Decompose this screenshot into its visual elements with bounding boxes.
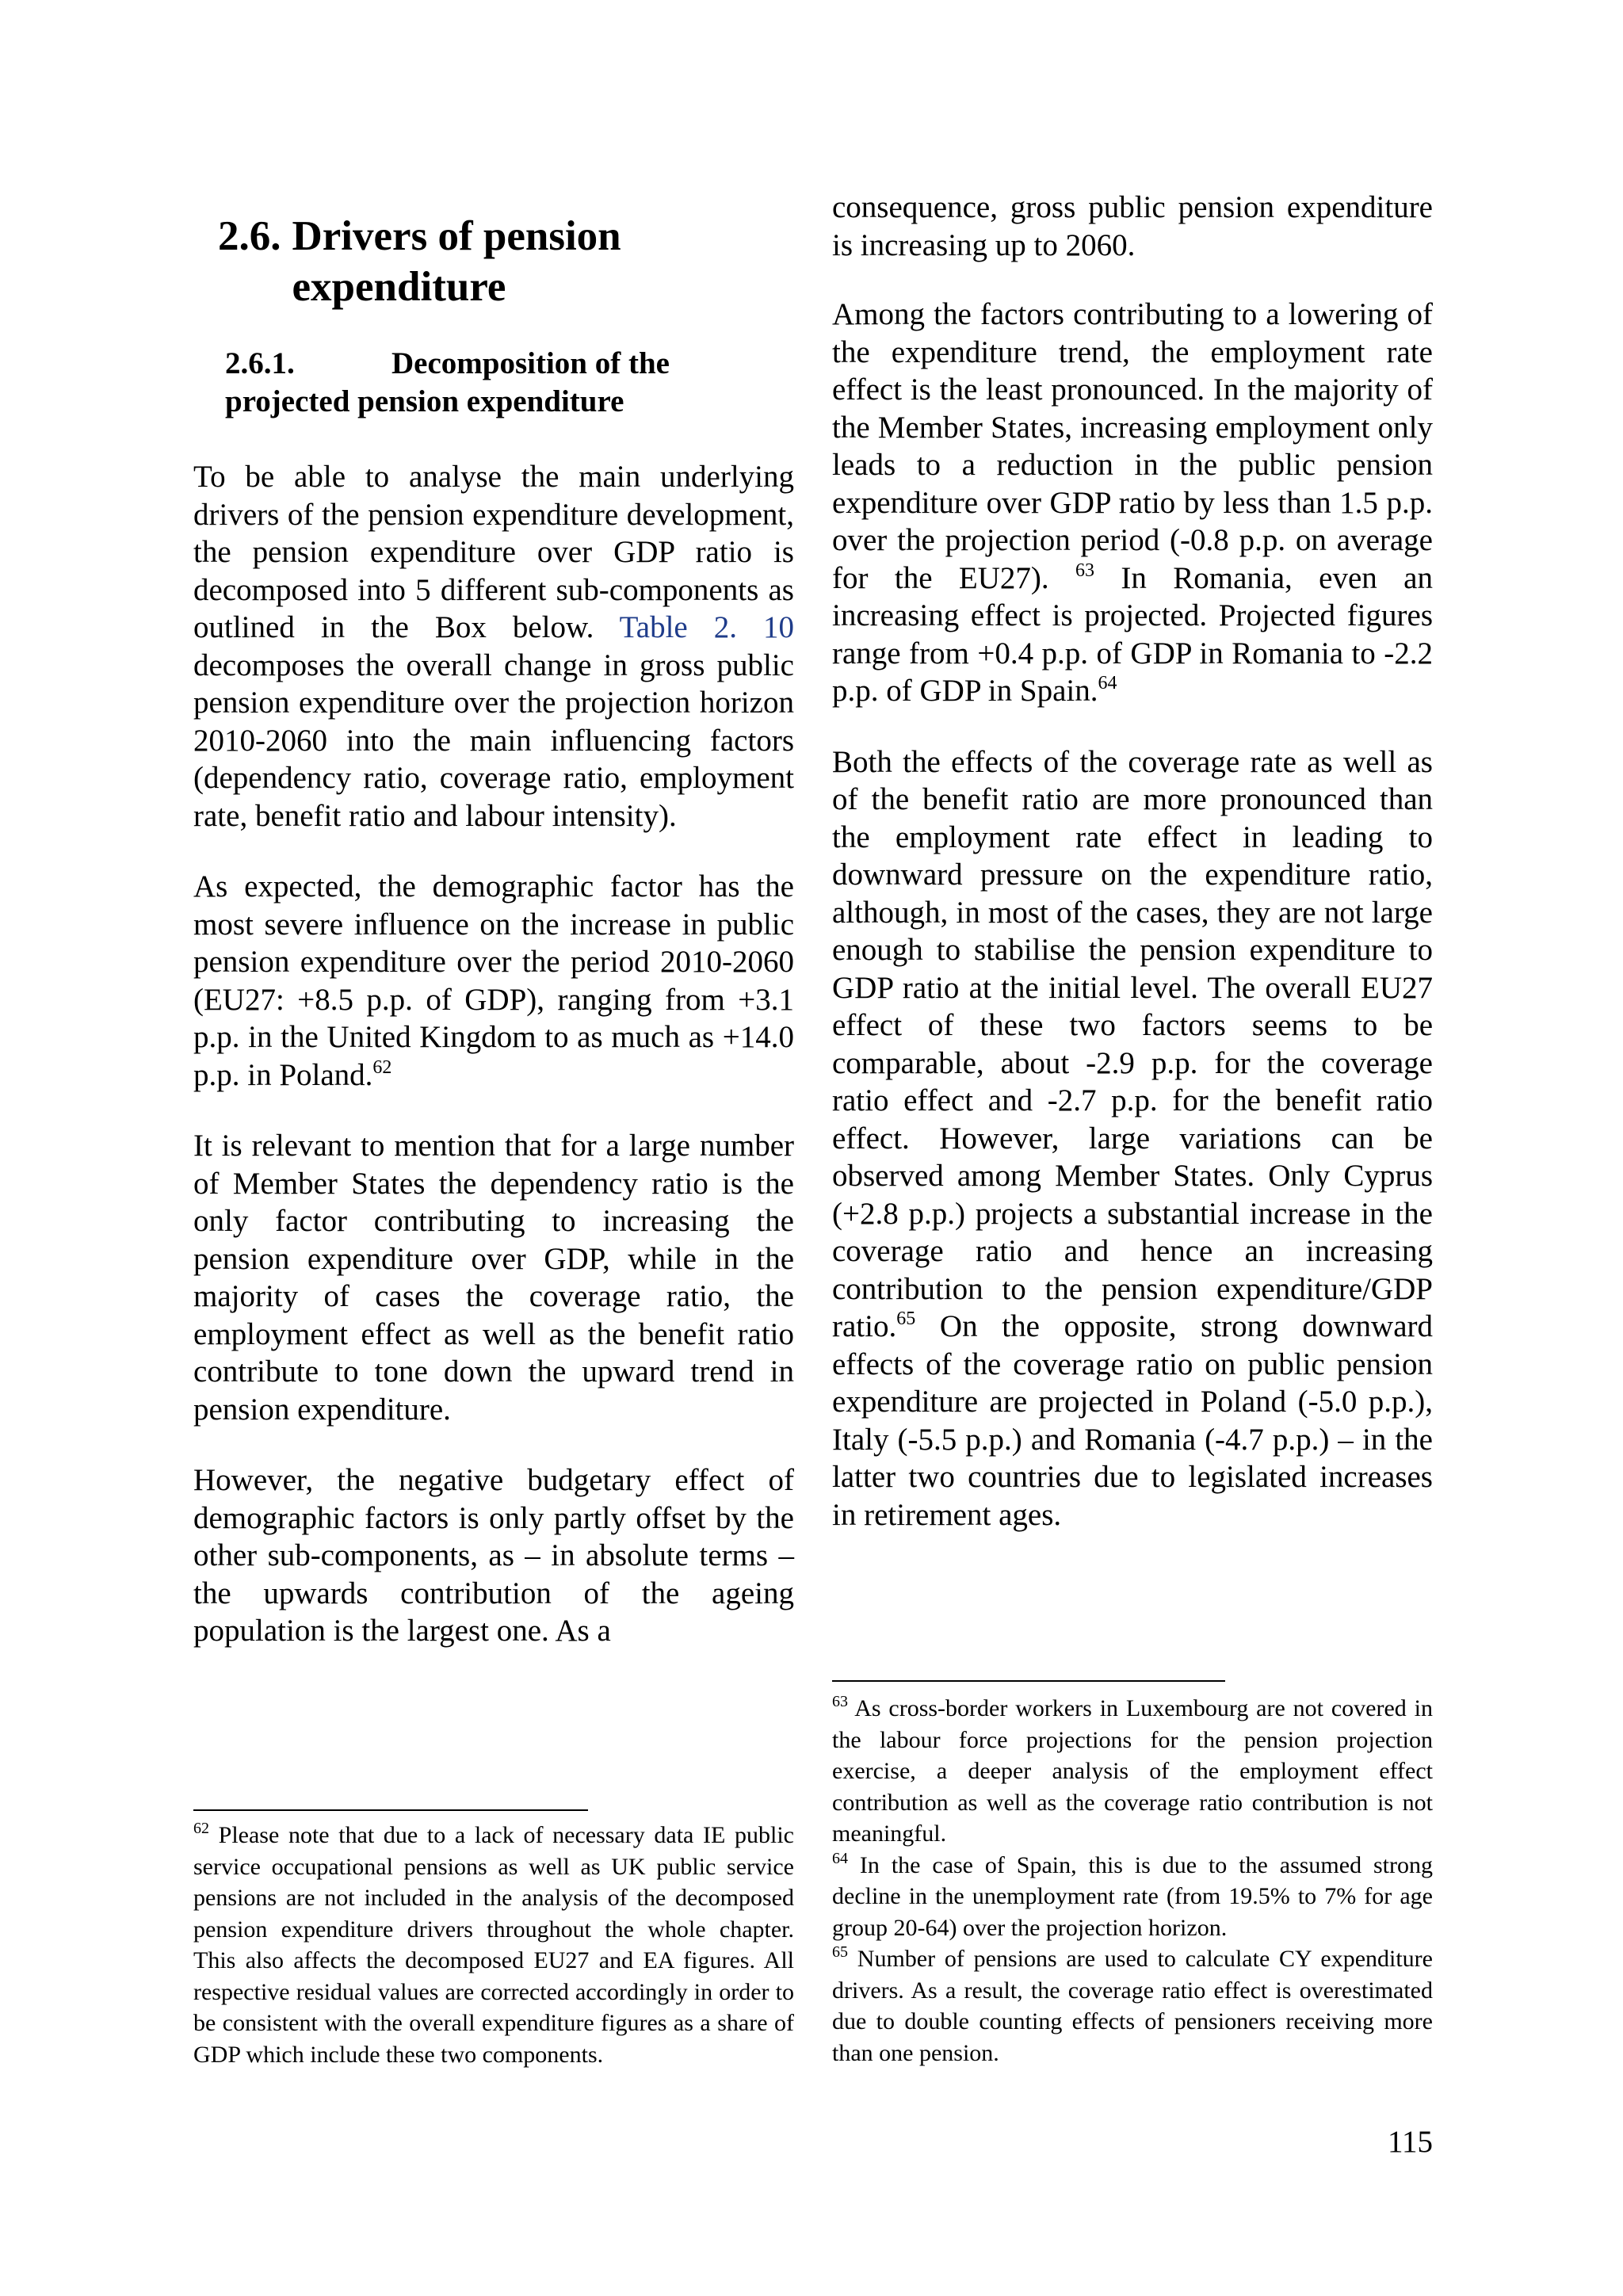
table-link[interactable]: Table 2. 10 <box>619 610 794 644</box>
subsection-title-line1: Decomposition of the <box>391 346 670 380</box>
subsection-title-line2: projected pension expenditure <box>225 384 624 418</box>
footnotes-left <box>193 1820 794 2070</box>
footnote-65: $^{65}$ Number of pensions are used to calculate CY expenditure drivers. As a result, the coverage ratio effect is overestimated due to double counting effects of pensioners receiving more than one pension. <box>832 1943 1433 2066</box>
left-column <box>193 458 794 1683</box>
footnote-ref-65[interactable]: 65 <box>896 1308 916 1329</box>
footnote-ref-64[interactable]: 64 <box>1098 673 1117 693</box>
right-column <box>832 189 1433 1567</box>
footnote-63: $^{63}$ As cross-border workers in Luxembourg are not covered in the labour force projections for the pension projection exercise, a deeper analysis of the employment effect contribution as well as the coverage ratio contribution is not meaningful. <box>832 1693 1433 1847</box>
subsection-number: 2.6.1. <box>225 346 295 380</box>
subsection-heading <box>225 345 701 420</box>
footnote-ref-63[interactable]: 63 <box>1075 560 1094 581</box>
page-number: 115 <box>1387 2125 1433 2159</box>
paragraph-2: As expected, the demographic factor has the most severe influence on the increase in public pension expenditure over the period 2010-2060 (EU27: +8.5 p.p. of GDP), ranging from +3.1 p.p. in the United Kingdom to as much as +14.0 p.p. in Poland.$^{62}$ <box>193 869 794 1092</box>
section-number: 2.6. <box>218 213 281 259</box>
paragraph-coverage-benefit: Both the effects of the coverage rate as well as of the benefit ratio are more pronounced than the employment rate effect in leading to downward pressure on the expenditure ratio, although, in most of the cases, they are not large enough to stabilise the pension expenditure to GDP ratio at the initial level. The overall EU27 effect of these two factors seems to be comparable, about -2.9 p.p. for the coverage ratio effect and -2.7 p.p. for the benefit ratio effect. However, large variations can be observed among Member States. Only Cyprus (+2.8 p.p.) projects a substantial increase in the coverage ratio and hence an increasing contribution to the pension expenditure/GDP ratio.$^{65}$ On the opposite, strong downward effects of the coverage ratio on public pension expenditure are projected in Poland (-5.0 p.p.), Italy (-5.5 p.p.) and Romania (-4.7 p.p.) – in the latter two countries due to legislated increases in retirement ages. <box>832 744 1433 1532</box>
footnote-divider-left <box>193 1809 588 1811</box>
footnote-ref-62[interactable]: 62 <box>372 1056 392 1078</box>
paragraph-1: To be able to analyse the main underlying drivers of the pension expenditure development, the pension expenditure over GDP ratio is decomposed into 5 different sub-components as outlined in the Box below. Table 2. 10 decomposes the overall change in gross public pension expenditure over the projection horizon 2010-2060 into the main influencing factors (dependency ratio, coverage ratio, employment rate, benefit ratio and labour intensity). <box>193 460 794 833</box>
paragraph-continuation: consequence, gross public pension expenditure is increasing up to 2060. <box>832 190 1433 262</box>
section-heading <box>218 211 773 312</box>
section-title: Drivers of pension expenditure <box>292 213 621 310</box>
footnotes-right <box>832 1693 1433 2069</box>
footnote-64: $^{64}$ In the case of Spain, this is due to the assumed strong decline in the unemployment rate (from 19.5% to 7% for age group 20-64) over the projection horizon. <box>832 1849 1433 1941</box>
paragraph-3: It is relevant to mention that for a large number of Member States the dependency ratio is the only factor contributing to increasing the pension expenditure over GDP, while in the majority of cases the coverage ratio, the employment effect as well as the benefit ratio contribute to tone down the upward trend in pension expenditure. <box>193 1129 794 1427</box>
footnote-divider-right <box>832 1680 1225 1682</box>
footnote-62: $^{62}$ Please note that due to a lack of necessary data IE public service occupational pensions as well as UK public service pensions are not included in the analysis of the decomposed pension expenditure drivers throughout the whole chapter. This also affects the decomposed EU27 and EA figures. All respective residual values are corrected accordingly in order to be consistent with the overall expenditure figures as a share of GDP which include these two components. <box>193 1820 794 2068</box>
paragraph-4: However, the negative budgetary effect of demographic factors is only partly offset by the other sub-components, as – in absolute terms – the upwards contribution of the ageing population is the largest one. As a <box>193 1463 794 1648</box>
paragraph-employment-effect: Among the factors contributing to a lowering of the expenditure trend, the employment rate effect is the least pronounced. In the majority of the Member States, increasing employment only leads to a reduction in the public pension expenditure over GDP ratio by less than 1.5 p.p. over the projection period (-0.8 p.p. on average for the EU27). $^{63}$ In Romania, even an increasing effect is projected. Projected figures range from +0.4 p.p. of GDP in Romania to -2.2 p.p. of GDP in Spain.$^{64}$ <box>832 297 1433 708</box>
